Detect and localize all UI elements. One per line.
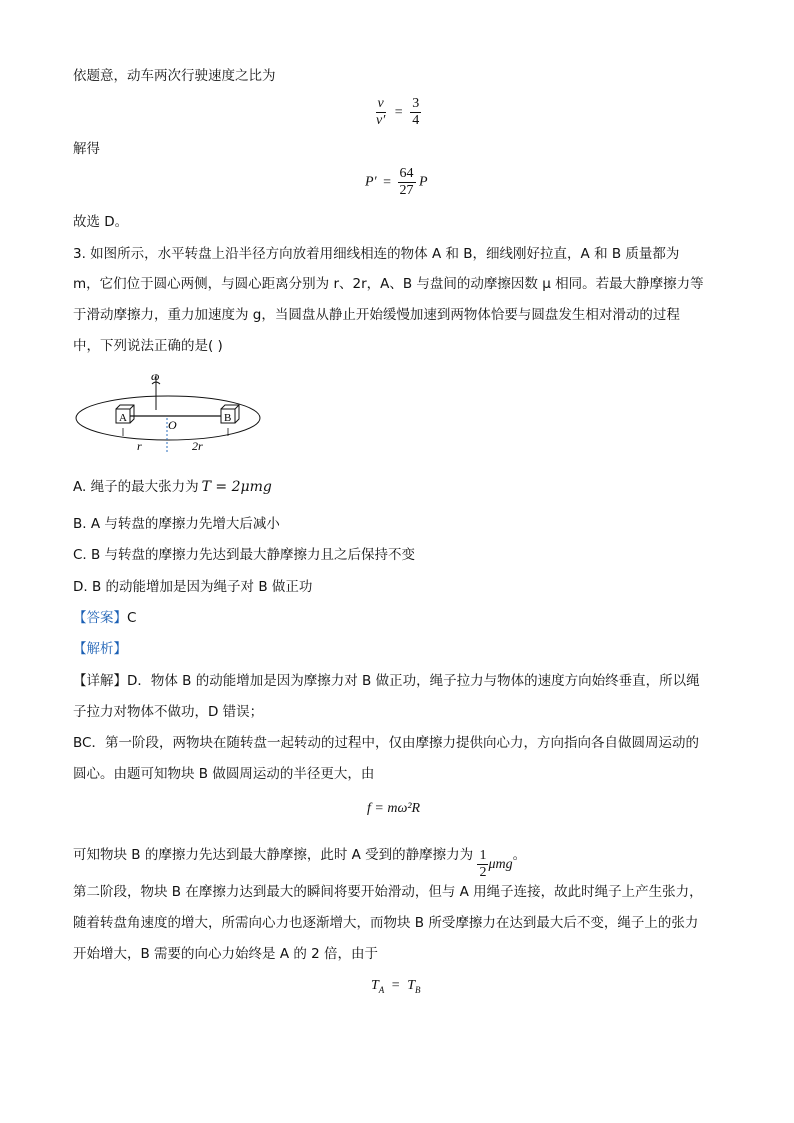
turntable-figure <box>72 366 272 462</box>
eq-num: 1 <box>479 848 487 863</box>
eq-left: T <box>371 978 379 993</box>
eq-right: T <box>407 978 415 993</box>
half-mu-mg <box>477 848 512 881</box>
detail-line: 随着转盘角速度的增大，所需向心力也逐渐增大，而物块 B 所受摩擦力在达到最大后不变，绳子上的张力 <box>73 915 699 931</box>
eq-sign: = <box>383 174 392 190</box>
eq-sign: = <box>391 978 400 993</box>
option-a-math: T = 2μmg <box>201 479 272 495</box>
option-a-text: A. 绳子的最大张力为 <box>73 479 199 495</box>
option-c: C. B 与转盘的摩擦力先达到最大静摩擦力且之后保持不变 <box>73 547 416 563</box>
eq-den: v′ <box>376 113 386 128</box>
radius-b-label: 2r <box>192 439 203 453</box>
eq-num: 64 <box>399 166 414 181</box>
block-a-label: A <box>119 412 127 424</box>
answer-line <box>73 608 136 628</box>
eq-right: P <box>419 174 428 190</box>
eq-den: 2 <box>479 865 487 880</box>
detail-text: 可知物块 B 的摩擦力先达到最大静摩擦，此时 A 受到的静摩擦力为 <box>73 847 474 863</box>
radius-a-label: r <box>137 439 142 453</box>
detail-line: 开始增大，B 需要的向心力始终是 A 的 2 倍，由于 <box>73 946 379 962</box>
eq-right-sub: B <box>415 984 421 995</box>
equation-friction: f = mω²R <box>367 801 421 816</box>
detail-line: BC．第一阶段，两物块在随转盘一起转动的过程中，仅由摩擦力提供向心力，方向指向各自做圆周运动的 <box>73 735 699 751</box>
question-3-line: 于滑动摩擦力，重力加速度为 g，当圆盘从静止开始缓慢加速到两物体恰要与圆盘发生相对滑动的过程 <box>73 307 680 323</box>
eq-left: P′ <box>365 174 377 190</box>
eq-left-sub: A <box>378 984 385 995</box>
block-a <box>116 405 134 424</box>
block-b <box>221 405 239 424</box>
equation-tension <box>371 978 421 995</box>
answer-label: 【答案】 <box>73 610 127 626</box>
eq-den: 27 <box>399 183 414 198</box>
block-b-label: B <box>224 412 232 424</box>
detail-line: 圆心。由题可知物块 B 做圆周运动的半径更大，由 <box>73 766 375 782</box>
question-3-line: 中，下列说法正确的是( ) <box>73 338 223 354</box>
text-line: 解得 <box>73 141 100 157</box>
equation-power <box>365 166 428 199</box>
eq-tail: μmg <box>488 856 513 872</box>
detail-end: 。 <box>512 847 527 863</box>
eq-num: 3 <box>412 96 420 111</box>
analysis-label: 【解析】 <box>73 641 127 657</box>
text-line: 依题意，动车两次行驶速度之比为 <box>73 68 276 84</box>
eq-sign: = <box>394 104 403 120</box>
answer-value: C <box>127 610 137 626</box>
option-a <box>73 477 272 497</box>
question-3-line: m，它们位于圆心两侧，与圆心距离分别为 r、2r，A、B 与盘间的动摩擦因数 μ 相同。若最大静摩擦力等 <box>73 276 704 292</box>
option-b: B. A 与转盘的摩擦力先增大后减小 <box>73 516 280 532</box>
eq-num: v <box>377 96 384 111</box>
detail-line <box>73 845 526 881</box>
equation-velocity-ratio <box>374 96 421 129</box>
question-3-line: 3. 如图所示，水平转盘上沿半径方向放着用细线相连的物体 A 和 B，细线刚好拉直，A 和 B 质量都为 <box>73 246 680 262</box>
omega-label: ω <box>151 369 160 383</box>
text-line: 故选 D。 <box>73 214 129 230</box>
center-label: O <box>168 418 177 432</box>
detail-line: 第二阶段，物块 B 在摩擦力达到最大的瞬间将要开始滑动，但与 A 用绳子连接，故此时绳子上产生张力， <box>73 884 703 900</box>
detail-line: 子拉力对物体不做功，D 错误； <box>73 704 264 720</box>
detail-line: 【详解】D．物体 B 的动能增加是因为摩擦力对 B 做正功，绳子拉力与物体的速度方向始终垂直，所以绳 <box>73 673 700 689</box>
eq-den: 4 <box>412 113 420 128</box>
option-d: D. B 的动能增加是因为绳子对 B 做正功 <box>73 579 313 595</box>
